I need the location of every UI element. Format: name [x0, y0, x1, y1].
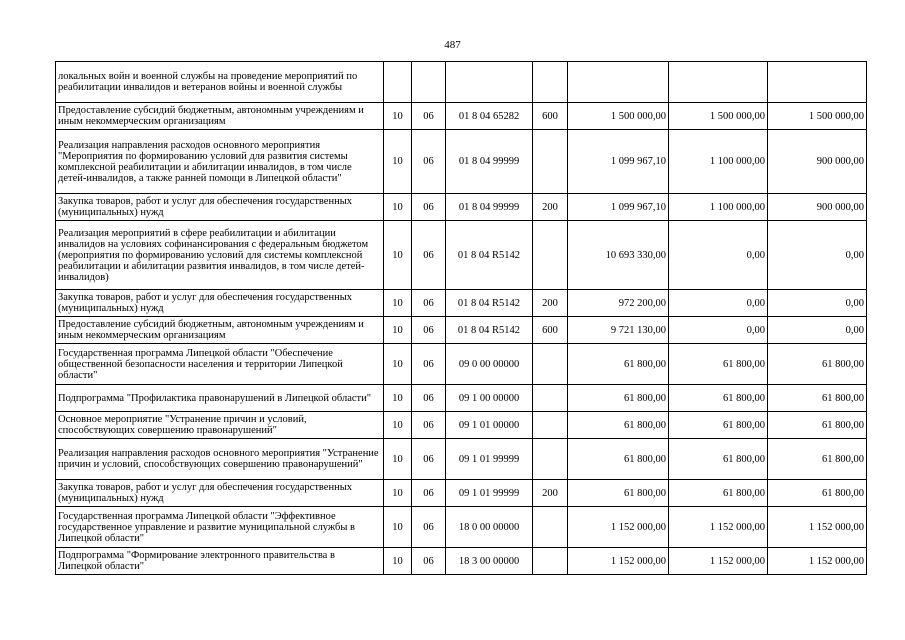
target-article-code: 09 1 00 00000 [446, 385, 533, 412]
subsection-code: 06 [412, 194, 446, 221]
section-code: 10 [384, 548, 412, 575]
expense-type-code [533, 130, 568, 194]
subsection-code: 06 [412, 439, 446, 480]
amount-year-1: 1 152 000,00 [568, 548, 669, 575]
amount-year-2: 61 800,00 [669, 439, 768, 480]
amount-year-3: 61 800,00 [768, 412, 867, 439]
target-article-code: 09 1 01 99999 [446, 480, 533, 507]
item-name: локальных войн и военной службы на проведение мероприятий по реабилитации инвалидов и ветеранов войны и военной службы [56, 62, 384, 103]
table-row [56, 62, 867, 103]
expense-type-code: 600 [533, 317, 568, 344]
target-article-code: 09 1 01 99999 [446, 439, 533, 480]
table-row [56, 290, 867, 317]
expense-type-code [533, 412, 568, 439]
subsection-code [412, 62, 446, 103]
subsection-code: 06 [412, 317, 446, 344]
table-row [56, 344, 867, 385]
amount-year-3 [768, 62, 867, 103]
subsection-code: 06 [412, 130, 446, 194]
section-code: 10 [384, 480, 412, 507]
amount-year-3: 61 800,00 [768, 439, 867, 480]
target-article-code: 18 0 00 00000 [446, 507, 533, 548]
amount-year-3: 0,00 [768, 290, 867, 317]
table-row [56, 507, 867, 548]
table-row [56, 317, 867, 344]
table-row [56, 480, 867, 507]
item-name: Предоставление субсидий бюджетным, автономным учреждениям и иным некоммерческим организациям [56, 103, 384, 130]
item-name: Предоставление субсидий бюджетным, автономным учреждениям и иным некоммерческим организациям [56, 317, 384, 344]
expense-type-code [533, 62, 568, 103]
subsection-code: 06 [412, 548, 446, 575]
item-name: Закупка товаров, работ и услуг для обеспечения государственных (муниципальных) нужд [56, 194, 384, 221]
amount-year-2: 61 800,00 [669, 344, 768, 385]
amount-year-2: 61 800,00 [669, 480, 768, 507]
amount-year-1: 10 693 330,00 [568, 221, 669, 290]
amount-year-3: 900 000,00 [768, 130, 867, 194]
section-code: 10 [384, 317, 412, 344]
section-code: 10 [384, 103, 412, 130]
amount-year-2: 0,00 [669, 221, 768, 290]
table-row [56, 385, 867, 412]
target-article-code: 09 1 01 00000 [446, 412, 533, 439]
amount-year-3: 1 152 000,00 [768, 507, 867, 548]
table-body [56, 62, 867, 575]
section-code: 10 [384, 130, 412, 194]
table-row [56, 221, 867, 290]
amount-year-1: 61 800,00 [568, 439, 669, 480]
amount-year-2: 1 152 000,00 [669, 507, 768, 548]
amount-year-2: 61 800,00 [669, 385, 768, 412]
table-row [56, 548, 867, 575]
expense-type-code: 200 [533, 290, 568, 317]
item-name: Реализация мероприятий в сфере реабилитации и абилитации инвалидов на условиях софинансирования с федеральным бюджетом (мероприятия по формированию условий для системы комплексной реабилитации и абилитации развития инвалидов, в том числе детей-инвалидов) [56, 221, 384, 290]
item-name: Реализация направления расходов основного мероприятия "Мероприятия по формированию условий для развития системы комплексной реабилитации и абилитации инвалидов, в том числе детей-инвалидов, а также ранней помощи в Липецкой области" [56, 130, 384, 194]
subsection-code: 06 [412, 385, 446, 412]
amount-year-3: 0,00 [768, 317, 867, 344]
amount-year-3: 1 500 000,00 [768, 103, 867, 130]
target-article-code: 01 8 04 99999 [446, 130, 533, 194]
section-code: 10 [384, 439, 412, 480]
section-code: 10 [384, 194, 412, 221]
amount-year-1: 61 800,00 [568, 412, 669, 439]
section-code: 10 [384, 385, 412, 412]
amount-year-2: 0,00 [669, 290, 768, 317]
amount-year-1: 1 099 967,10 [568, 130, 669, 194]
amount-year-1: 1 500 000,00 [568, 103, 669, 130]
target-article-code: 18 3 00 00000 [446, 548, 533, 575]
item-name: Государственная программа Липецкой области "Эффективное государственное управление и развитие муниципальной службы в Липецкой области" [56, 507, 384, 548]
amount-year-1: 9 721 130,00 [568, 317, 669, 344]
section-code [384, 62, 412, 103]
section-code: 10 [384, 412, 412, 439]
amount-year-3: 0,00 [768, 221, 867, 290]
expense-type-code [533, 385, 568, 412]
amount-year-2 [669, 62, 768, 103]
amount-year-2: 0,00 [669, 317, 768, 344]
subsection-code: 06 [412, 290, 446, 317]
expense-type-code: 600 [533, 103, 568, 130]
subsection-code: 06 [412, 103, 446, 130]
table-row [56, 103, 867, 130]
item-name: Подпрограмма "Формирование электронного правительства в Липецкой области" [56, 548, 384, 575]
target-article-code [446, 62, 533, 103]
item-name: Подпрограмма "Профилактика правонарушений в Липецкой области" [56, 385, 384, 412]
target-article-code: 01 8 04 R5142 [446, 221, 533, 290]
subsection-code: 06 [412, 480, 446, 507]
subsection-code: 06 [412, 344, 446, 385]
target-article-code: 01 8 04 65282 [446, 103, 533, 130]
expense-type-code [533, 548, 568, 575]
subsection-code: 06 [412, 221, 446, 290]
expense-type-code: 200 [533, 480, 568, 507]
amount-year-2: 1 100 000,00 [669, 194, 768, 221]
target-article-code: 01 8 04 R5142 [446, 290, 533, 317]
item-name: Закупка товаров, работ и услуг для обеспечения государственных (муниципальных) нужд [56, 290, 384, 317]
amount-year-2: 1 100 000,00 [669, 130, 768, 194]
amount-year-1: 61 800,00 [568, 480, 669, 507]
table-row [56, 194, 867, 221]
target-article-code: 01 8 04 R5142 [446, 317, 533, 344]
amount-year-3: 61 800,00 [768, 344, 867, 385]
amount-year-1: 61 800,00 [568, 385, 669, 412]
table-row [56, 130, 867, 194]
amount-year-2: 1 500 000,00 [669, 103, 768, 130]
table-row [56, 412, 867, 439]
section-code: 10 [384, 221, 412, 290]
amount-year-1: 61 800,00 [568, 344, 669, 385]
table-row [56, 439, 867, 480]
item-name: Закупка товаров, работ и услуг для обеспечения государственных (муниципальных) нужд [56, 480, 384, 507]
amount-year-1: 1 099 967,10 [568, 194, 669, 221]
expense-type-code [533, 344, 568, 385]
amount-year-3: 61 800,00 [768, 385, 867, 412]
amount-year-3: 900 000,00 [768, 194, 867, 221]
subsection-code: 06 [412, 412, 446, 439]
amount-year-1 [568, 62, 669, 103]
amount-year-3: 1 152 000,00 [768, 548, 867, 575]
target-article-code: 01 8 04 99999 [446, 194, 533, 221]
budget-table [55, 61, 867, 575]
expense-type-code [533, 507, 568, 548]
section-code: 10 [384, 290, 412, 317]
amount-year-3: 61 800,00 [768, 480, 867, 507]
expense-type-code [533, 221, 568, 290]
expense-type-code: 200 [533, 194, 568, 221]
amount-year-2: 1 152 000,00 [669, 548, 768, 575]
amount-year-1: 1 152 000,00 [568, 507, 669, 548]
item-name: Основное мероприятие "Устранение причин и условий, способствующих совершению правонарушений" [56, 412, 384, 439]
item-name: Государственная программа Липецкой области "Обеспечение общественной безопасности населения и территории Липецкой области" [56, 344, 384, 385]
subsection-code: 06 [412, 507, 446, 548]
target-article-code: 09 0 00 00000 [446, 344, 533, 385]
amount-year-2: 61 800,00 [669, 412, 768, 439]
section-code: 10 [384, 344, 412, 385]
expense-type-code [533, 439, 568, 480]
page-number: 487 [444, 39, 461, 51]
section-code: 10 [384, 507, 412, 548]
amount-year-1: 972 200,00 [568, 290, 669, 317]
item-name: Реализация направления расходов основного мероприятия "Устранение причин и условий, способствующих совершению правонарушений" [56, 439, 384, 480]
